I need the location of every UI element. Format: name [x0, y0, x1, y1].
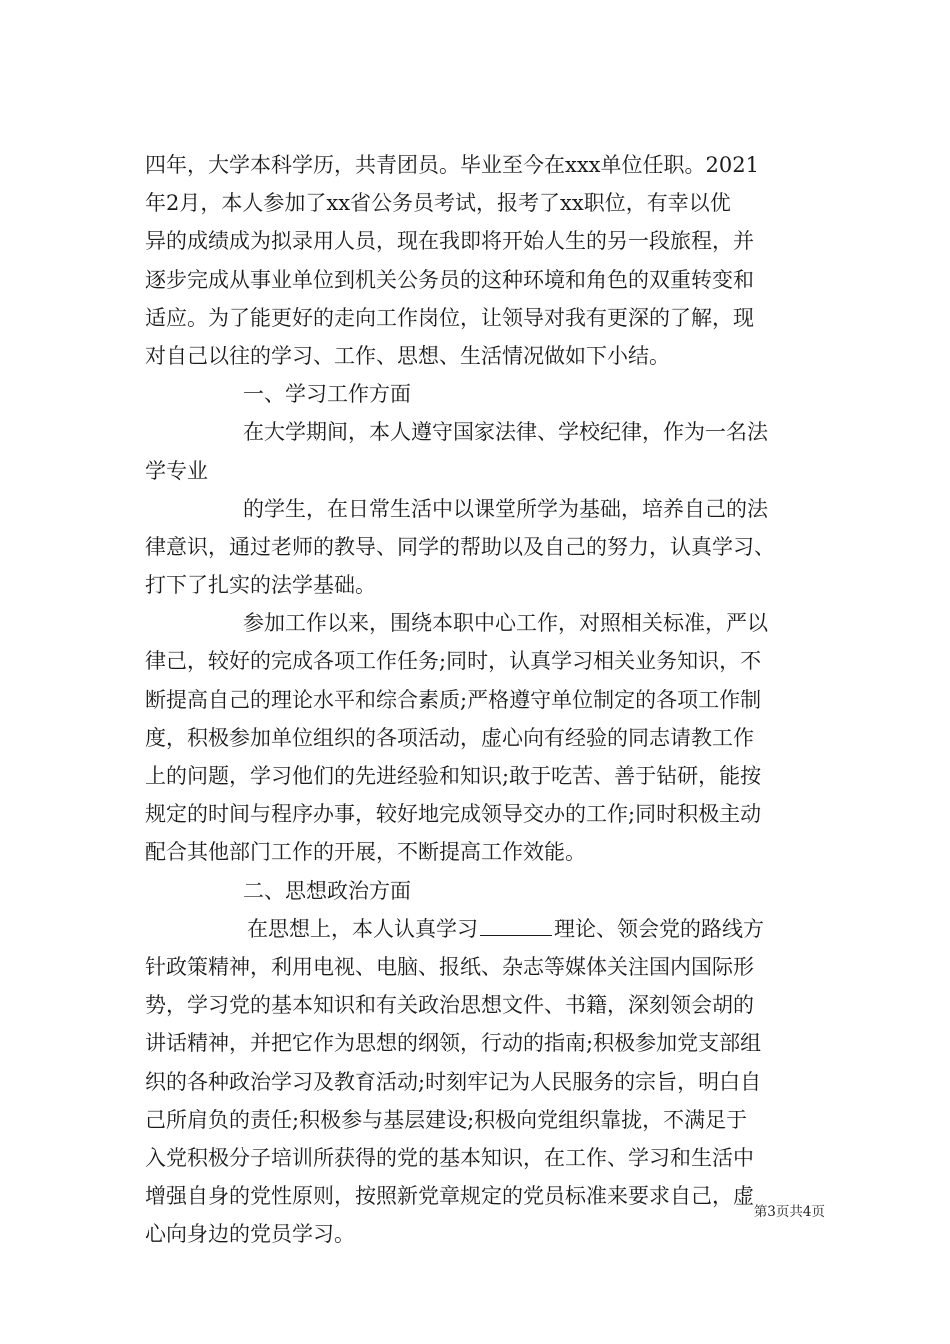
text-line: 参加工作以来，围绕本职中心工作，对照相关标准，严以	[243, 611, 768, 636]
text-line: 打下了扎实的法学基础。	[145, 573, 376, 598]
text-line: 势，学习党的基本知识和有关政治思想文件、书籍，深刻领会胡的	[145, 993, 754, 1018]
text-line: 度，积极参加单位组织的各项活动，虚心向有经验的同志请教工作	[145, 725, 754, 750]
text-line: 四年，大学本科学历，共青团员。毕业至今在xxx单位任职。2021	[145, 153, 759, 177]
text-line: 上的问题，学习他们的先进经验和知识;敢于吃苦、善于钻研，能按	[145, 764, 762, 788]
text-line: 增强自身的党性原则，按照新党章规定的党员标准来要求自己，虚	[145, 1184, 754, 1209]
text-line: 讲话精神，并把它作为思想的纲领，行动的指南;积极参加党支部组	[145, 1031, 762, 1056]
text-line: 规定的时间与程序办事，较好地完成领导交办的工作;同时积极主动	[145, 802, 762, 827]
section-heading: 二、思想政治方面	[243, 878, 411, 903]
text-line: 断提高自己的理论水平和综合素质;严格遵守单位制定的各项工作制	[145, 687, 762, 712]
text-line: 律己，较好的完成各项工作任务;同时，认真学习相关业务知识，不	[145, 649, 762, 674]
fill-blank	[480, 913, 552, 936]
text-segment: 理论、领会党的路线方	[554, 916, 764, 941]
text-line: 异的成绩成为拟录用人员，现在我即将开始人生的另一段旅程，并	[145, 229, 754, 254]
text-line: 逐步完成从事业单位到机关公务员的这种环境和角色的双重转变和	[145, 267, 754, 292]
text-segment: 在思想上，本人认真学习	[247, 916, 478, 941]
section-heading: 一、学习工作方面	[243, 382, 411, 407]
document-body	[145, 146, 825, 1253]
text-line-with-blank	[145, 910, 825, 948]
text-line: 学专业	[145, 458, 208, 483]
text-line: 己所肩负的责任;积极参与基层建设;积极向党组织靠拢，不满足于	[145, 1107, 748, 1132]
text-line: 针政策精神，利用电视、电脑、报纸、杂志等媒体关注国内国际形	[145, 954, 754, 979]
text-line: 的学生，在日常生活中以课堂所学为基础，培养自己的法	[243, 496, 768, 521]
page-number-footer: 第3页共4页	[753, 1204, 825, 1220]
text-line: 入党积极分子培训所获得的党的基本知识，在工作、学习和生活中	[145, 1145, 754, 1170]
text-line: 律意识，通过老师的教导、同学的帮助以及自己的努力，认真学习、	[145, 534, 775, 559]
text-line: 心向身边的党员学习。	[145, 1222, 355, 1247]
text-line: 在大学期间，本人遵守国家法律、学校纪律，作为一名法	[243, 420, 768, 445]
text-line: 配合其他部门工作的开展，不断提高工作效能。	[145, 840, 586, 865]
text-line: 织的各种政治学习及教育活动;时刻牢记为人民服务的宗旨，明白自	[145, 1069, 762, 1094]
text-line: 对自己以往的学习、工作、思想、生活情况做如下小结。	[145, 343, 670, 368]
text-line: 年2月，本人参加了xx省公务员考试，报考了xx职位，有幸以优	[145, 191, 731, 216]
text-line: 适应。为了能更好的走向工作岗位，让领导对我有更深的了解，现	[145, 305, 754, 330]
